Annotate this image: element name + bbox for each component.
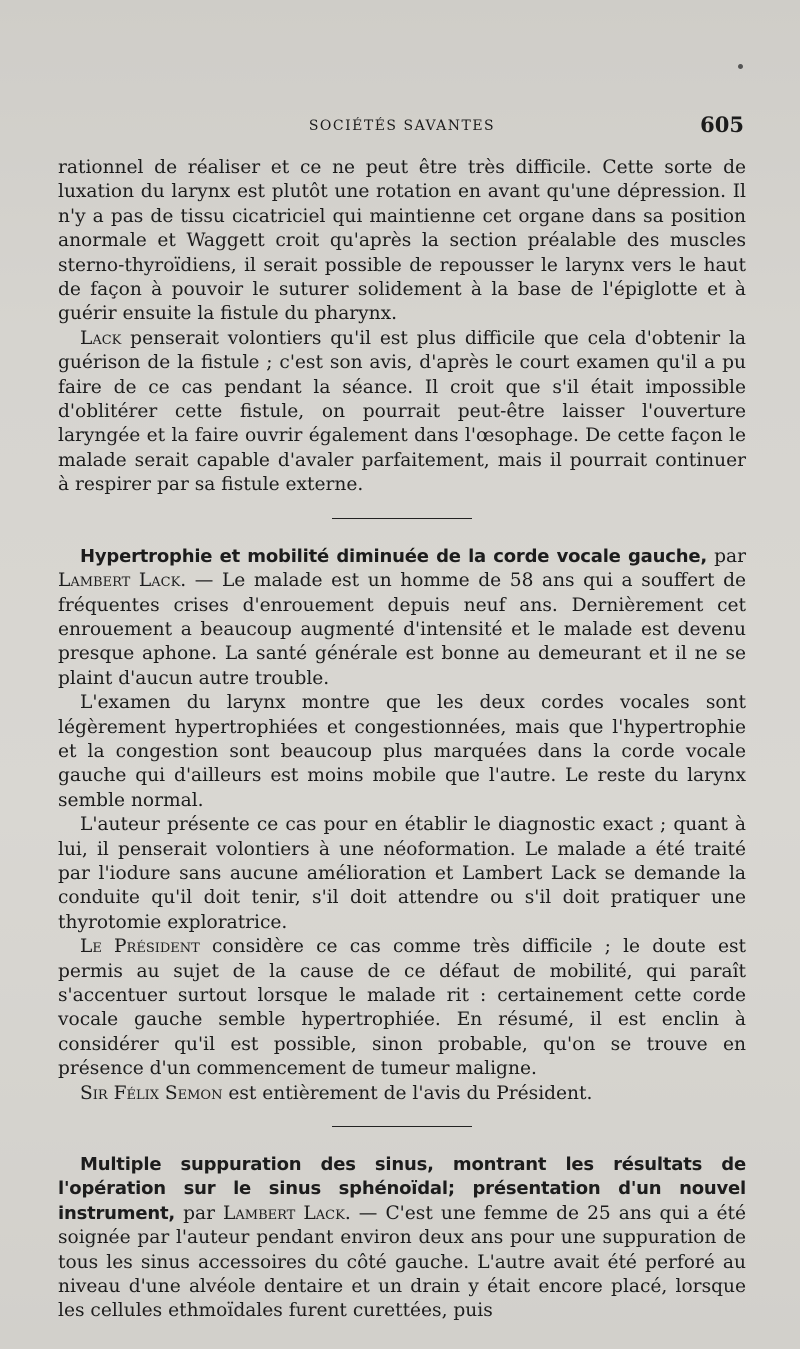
section-heading-paragraph: [58, 545, 746, 691]
paragraph: L'auteur présente ce cas pour en établir le diagnostic exact ; quant à lui, il penserait volontiers à une néoformation. Le malade a été traité par l'iodure sans aucune amélioration et Lambert Lack se demande la conduite qu'il doit tenir, s'il doit attendre ou s'il doit pratiquer une thyrotomie exploratrice.: [58, 814, 746, 933]
paragraph-text: considère ce cas comme très difficile ; le doute est permis au sujet de la cause de ce défaut de mobilité, qui paraît s'accentuer surtout lorsque le malade rit : certainement cette corde vocale gauche semble hypertrophiée. En résumé, il est enclin à considérer qu'il est possible, sinon probable, qu'on se trouve en présence d'un commencement de tumeur maligne.: [58, 936, 746, 1080]
paragraph-text: . — Le malade est un homme de 58 ans qui a souffert de fréquentes crises d'enrouement depuis neuf ans. Dernièrement cet enrouement a beaucoup augmenté d'intensité et le malade est devenu presque aphone. La santé générale est bonne au demeurant et il ne se plaint d'aucun autre trouble.: [58, 570, 746, 689]
paragraph: rationnel de réaliser et ce ne peut être très difficile. Cette sorte de luxation du larynx est plutôt une rotation en avant qu'une dépression. Il n'y a pas de tissu cicatriciel qui maintienne cet organe dans sa position anormale et Waggett croit qu'après la section préalable des muscles sterno-thyroïdiens, il serait possible de repousser le larynx vers le haut de façon à pouvoir le suturer solidement à la base de l'épiglotte et à guérir ensuite la fistule du pharynx.: [58, 157, 746, 325]
by-text: par: [175, 1202, 224, 1224]
paragraph: [58, 935, 746, 1081]
section-title: Multiple suppuration des sinus, montrant les résultats de l'opération sur le sinus sphénoïdal; présentation d'un nouvel instrument,: [58, 1154, 746, 1224]
body-text: [58, 156, 746, 1324]
author-name: Lambert Lack: [58, 570, 181, 592]
page-number: 605: [700, 112, 744, 137]
author-name: Lambert Lack: [223, 1202, 345, 1224]
ink-speck: [738, 64, 743, 69]
speaker-name: Lack: [80, 327, 122, 349]
paragraph: [58, 1082, 746, 1106]
paragraph-text: . — C'est une femme de 25 ans qui a été soignée par l'auteur pendant environ deux ans pour une suppuration de tous les sinus accessoires du côté gauche. L'autre avait été perforé au niveau d'une alvéole dentaire et un drain y était encore placé, lorsque les cellules ethmoïdales furent curettées, puis: [58, 1202, 746, 1322]
page-header: [60, 112, 744, 142]
speaker-name: Le Président: [80, 936, 200, 958]
section-title: Hypertrophie et mobilité diminuée de la corde vocale gauche,: [80, 545, 707, 567]
paragraph: L'examen du larynx montre que les deux cordes vocales sont légèrement hypertrophiées et congestionnées, mais que l'hypertrophie et la congestion sont beaucoup plus marquées dans la corde vocale gauche qui d'ailleurs est moins mobile que l'autre. Le reste du larynx semble normal.: [58, 692, 746, 811]
paragraph: [58, 327, 746, 498]
section-heading-paragraph: [58, 1153, 746, 1324]
paragraph-text: est entièrement de l'avis du Président.: [222, 1082, 593, 1104]
running-head: SOCIÉTÉS SAVANTES: [308, 118, 496, 134]
section-divider: [332, 1126, 472, 1127]
by-text: par: [706, 545, 746, 567]
paragraph-text: penserait volontiers qu'il est plus difficile que cela d'obtenir la guérison de la fistule ; c'est son avis, d'après le court examen qu'il a pu faire de ce cas pendant la séance. Il croit que s'il était impossible d'oblitérer cette fistule, on pourrait peut-être laisser l'ouverture laryngée et la faire ouvrir également dans l'œsophage. De cette façon le malade serait capable d'avaler parfaitement, mais il pourrait continuer à respirer par sa fistule externe.: [58, 327, 746, 496]
speaker-name: Sir Félix Semon: [80, 1082, 223, 1104]
section-divider: [332, 518, 472, 519]
